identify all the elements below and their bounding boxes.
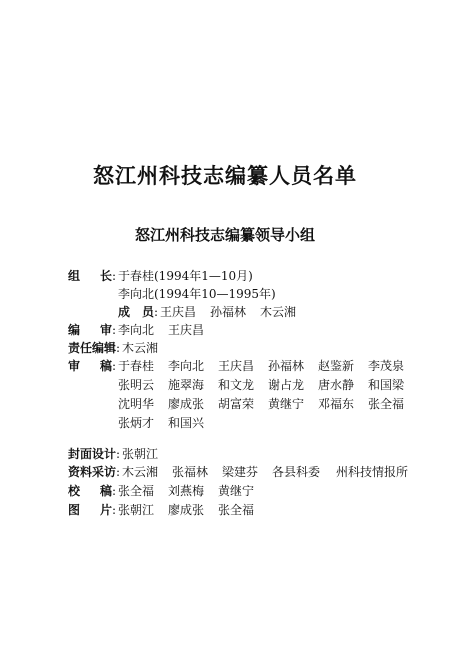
reviewer-name: 和国梁 [368, 378, 405, 392]
material-name: 州科技情报所 [336, 465, 409, 479]
photographer-name: 廖成张 [168, 503, 205, 517]
material-name: 各县科委 [272, 465, 321, 479]
reviewer-name: 张明云 [118, 378, 155, 392]
material-name: 张福林 [172, 465, 209, 479]
reviewer-name: 王庆昌 [218, 359, 255, 373]
material-label: 资料采访 [68, 465, 117, 479]
photographer-name: 张朝江 [118, 503, 155, 517]
reviewers-row-1: 审 稿: 于春桂 李向北 王庆昌 孙福林 赵鉴新 李茂泉 [68, 358, 418, 375]
reviewer-name: 和国兴 [168, 416, 205, 430]
reviewer-name: 沈明华 [118, 397, 155, 411]
chief-editor-name: 木云湘 [122, 341, 159, 355]
reviewers-label: 审 稿 [68, 359, 113, 373]
proofreader-name: 刘燕梅 [168, 484, 205, 498]
leader-line-1: 于春桂(1994年1—10月) [118, 269, 253, 283]
cover-design-row: 封面设计: 张朝江 [68, 447, 159, 461]
editor-name: 王庆昌 [168, 323, 205, 337]
cover-designer-name: 张朝江 [122, 447, 159, 461]
reviewer-name: 张炳才 [118, 416, 155, 430]
page-subtitle: 怒江州科技志编纂领导小组 [134, 226, 315, 244]
reviewer-name: 廖成张 [168, 397, 205, 411]
reviewer-name: 和文龙 [218, 378, 255, 392]
reviewer-name: 邓福东 [318, 397, 355, 411]
reviewer-name: 唐水静 [318, 378, 355, 392]
reviewers-row-2 [118, 377, 418, 394]
editor-name: 李向北 [118, 323, 155, 337]
chief-editor-label: 责任编辑 [68, 341, 117, 355]
reviewer-name: 谢占龙 [268, 378, 305, 392]
reviewer-name: 孙福林 [268, 359, 305, 373]
reviewers-row-3 [118, 396, 418, 413]
leader-line-2: 李向北(1994年10—1995年) [118, 287, 276, 301]
proofreader-name: 张全福 [118, 484, 155, 498]
proofreader-name: 黄继宁 [218, 484, 255, 498]
members-label: 成 员 [118, 305, 155, 319]
proofreading-row: 校 稿: 张全福 刘燕梅 黄继宁 [68, 483, 268, 500]
editors-row: 编 审: 李向北 王庆昌 [68, 322, 218, 339]
reviewer-name: 施翠海 [168, 378, 205, 392]
leader-line-2-row [118, 286, 276, 303]
reviewer-name: 赵鉴新 [318, 359, 355, 373]
chief-editor-row: 责任编辑: 木云湘 [68, 341, 159, 355]
page-title: 怒江州科技志编纂人员名单 [93, 163, 357, 188]
member-name: 孙福林 [210, 305, 247, 319]
reviewers-row-4 [118, 415, 218, 432]
photographer-name: 张全福 [218, 503, 255, 517]
reviewer-name: 黄继宁 [268, 397, 305, 411]
leader-label: 组 长 [68, 269, 113, 283]
member-name: 王庆昌 [160, 305, 197, 319]
proofreading-label: 校 稿 [68, 484, 113, 498]
reviewer-name: 胡富荣 [218, 397, 255, 411]
material-name: 梁建芬 [222, 465, 259, 479]
reviewer-name: 李向北 [168, 359, 205, 373]
reviewer-name: 于春桂 [118, 359, 155, 373]
material-row: 资料采访: 木云湘 张福林 梁建芬 各县科委 州科技情报所 [68, 465, 409, 479]
reviewer-name: 张全福 [368, 397, 405, 411]
leader-row: 组 长: 于春桂(1994年1—10月) [68, 269, 253, 283]
cover-design-label: 封面设计 [68, 447, 117, 461]
photos-label: 图 片 [68, 503, 113, 517]
photos-row: 图 片: 张朝江 廖成张 张全福 [68, 502, 268, 519]
members-row: 成 员: 王庆昌 孙福林 木云湘 [118, 304, 310, 321]
member-name: 木云湘 [260, 305, 297, 319]
material-name: 木云湘 [122, 465, 159, 479]
reviewer-name: 李茂泉 [368, 359, 405, 373]
editors-label: 编 审 [68, 323, 113, 337]
